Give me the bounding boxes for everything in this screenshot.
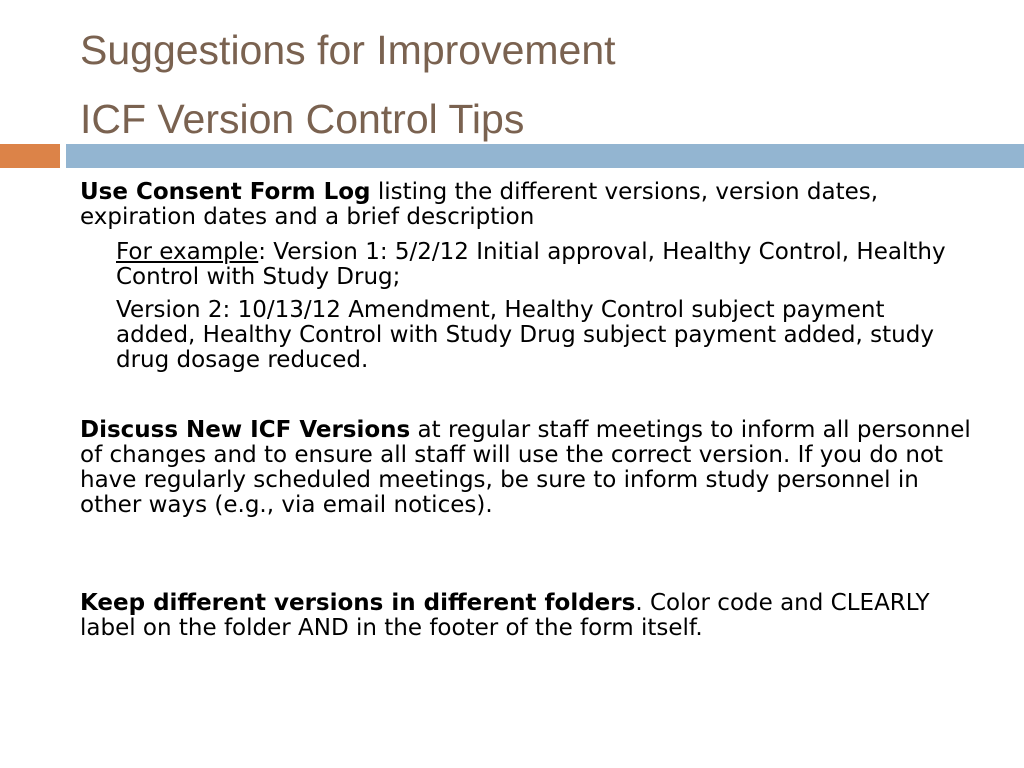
folders-heading: Keep different versions in different folders bbox=[80, 590, 636, 616]
folders-paragraph bbox=[80, 591, 980, 641]
discuss-versions-heading: Discuss New ICF Versions bbox=[80, 417, 411, 443]
slide-title-line-1: Suggestions for Improvement bbox=[80, 27, 616, 73]
accent-bar-orange bbox=[0, 144, 60, 168]
example-label: For example bbox=[116, 239, 259, 265]
accent-bar-blue bbox=[66, 144, 1024, 168]
example-version-2: Version 2: 10/13/12 Amendment, Healthy Control subject payment added, Healthy Control with Study Drug subject payment added, study drug dosage reduced. bbox=[116, 297, 934, 373]
folders-text: . Color code and CLEARLY label on the folder AND in the footer of the form itself. bbox=[80, 590, 930, 641]
example-version-1-text: : Version 1: 5/2/12 Initial approval, Healthy Control, Healthy Control with Study Drug; bbox=[116, 239, 946, 290]
discuss-versions-paragraph bbox=[80, 418, 980, 518]
example-version-1 bbox=[116, 240, 956, 290]
slide-title-line-2: ICF Version Control Tips bbox=[80, 96, 525, 142]
consent-log-heading: Use Consent Form Log bbox=[80, 179, 371, 205]
discuss-versions-text: at regular staff meetings to inform all personnel of changes and to ensure all staff will use the correct version. If you do not have regularly scheduled meetings, be sure to inform study personnel in other ways (e.g., via email notices). bbox=[80, 417, 971, 518]
consent-log-text: listing the different versions, version dates, expiration dates and a brief description bbox=[80, 179, 879, 230]
consent-log-paragraph bbox=[80, 180, 980, 230]
